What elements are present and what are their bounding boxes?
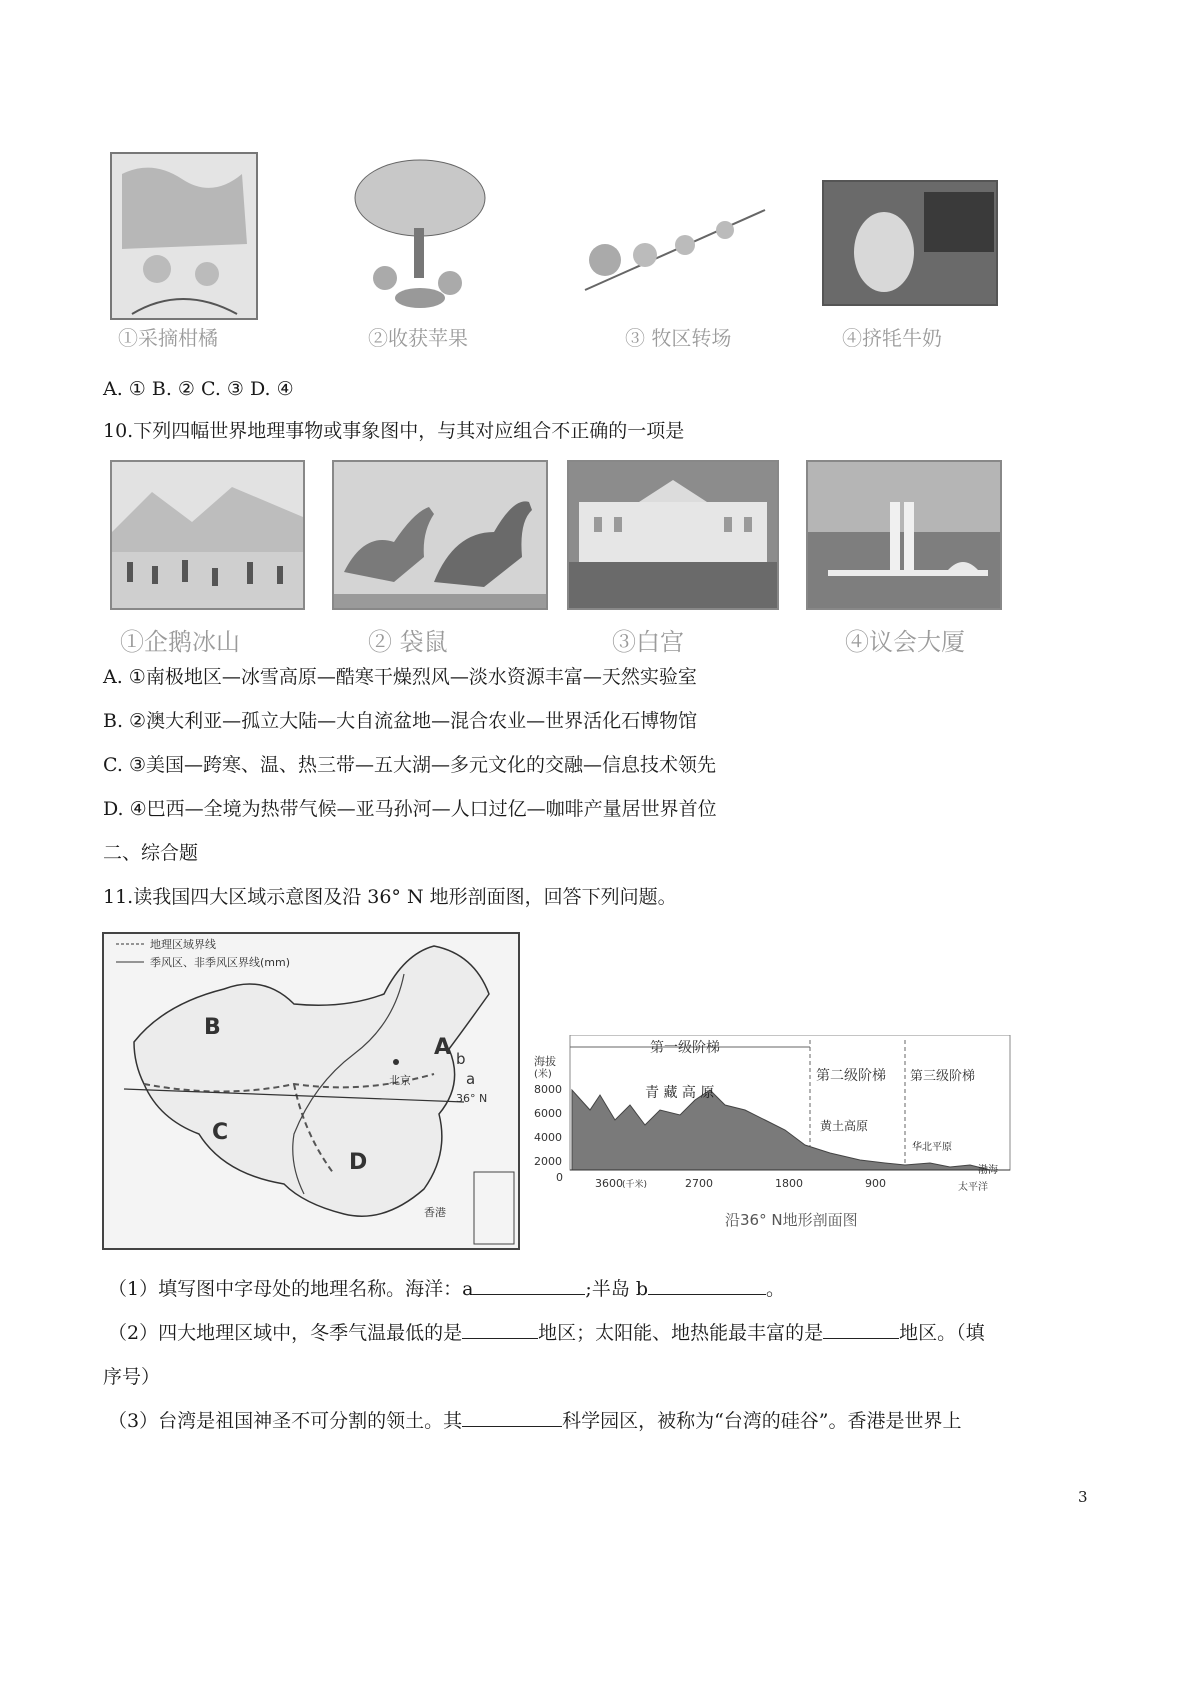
q11-sub2	[108, 1320, 985, 1346]
y-tick-4000: 4000	[534, 1131, 562, 1144]
penguin-iceberg-photo	[112, 462, 303, 608]
label-36n: 36° N	[456, 1092, 488, 1105]
loess-label: 黄土高原	[820, 1119, 869, 1133]
q10-image-4	[806, 460, 1002, 610]
terrain-profile	[530, 1035, 1015, 1235]
sea-label: 渤海	[978, 1165, 998, 1176]
q9-caption-4: ④挤牦牛奶	[842, 326, 942, 350]
q10-option-b: B. ②澳大利亚—孤立大陆—大自流盆地—混合农业—世界活化石博物馆	[103, 710, 698, 732]
q11-sub3-prefix: （3）台湾是祖国神圣不可分割的领土。其	[108, 1410, 463, 1432]
q10-option-d: D. ④巴西—全境为热带气候—亚马孙河—人口过亿—咖啡产量居世界首位	[103, 798, 717, 820]
beijing-marker	[393, 1059, 399, 1065]
answer-blank-coldest[interactable]	[462, 1320, 538, 1339]
q9-options: A. ① B. ② C. ③ D. ④	[103, 378, 294, 400]
q9-image-3	[575, 180, 775, 320]
step2-label: 第二级阶梯	[816, 1068, 886, 1084]
page-number: 3	[1078, 1488, 1088, 1506]
apple-harvest-illustration	[340, 148, 500, 318]
terrain-area	[572, 1090, 990, 1170]
section-heading: 二、综合题	[103, 842, 199, 864]
south-china-sea-inset	[474, 1172, 514, 1244]
answer-blank-solar[interactable]	[823, 1320, 899, 1339]
white-house-photo	[569, 462, 777, 608]
label-b: b	[456, 1050, 466, 1068]
kangaroo-photo	[334, 462, 546, 608]
map-canvas	[104, 934, 518, 1248]
q10-caption-3: ③白宫	[612, 628, 684, 656]
label-a: a	[466, 1070, 476, 1088]
q11-sub1-suffix: 。	[766, 1278, 786, 1300]
x-tick-3600: 3600	[595, 1177, 623, 1190]
label-C: C	[212, 1120, 229, 1145]
y-tick-0: 0	[556, 1171, 563, 1184]
q9-image-2	[340, 148, 500, 318]
q10-caption-2: ② 袋鼠	[368, 628, 448, 656]
q10-image-1	[110, 460, 305, 610]
y-tick-2000: 2000	[534, 1155, 562, 1168]
profile-canvas	[530, 1035, 1015, 1235]
step1-label: 第一级阶梯	[650, 1040, 720, 1056]
x-tick-2700: 2700	[685, 1177, 713, 1190]
legend-text-monsoon: 季风区、非季风区界线(mm)	[150, 956, 291, 969]
q11-sub2-prefix: （2）四大地理区域中，冬季气温最低的是	[108, 1322, 463, 1344]
q9-image-1	[110, 152, 258, 320]
y-tick-6000: 6000	[534, 1107, 562, 1120]
q11-sub1	[108, 1276, 785, 1302]
plain-label: 华北平原	[912, 1142, 952, 1153]
step3-label: 第三级阶梯	[910, 1069, 976, 1084]
label-D: D	[349, 1150, 368, 1175]
q10-caption-1: ①企鹅冰山	[120, 628, 240, 656]
label-hongkong: 香港	[424, 1206, 446, 1219]
q11-sub2-suffix: 地区。（填	[899, 1322, 985, 1344]
national-congress-photo	[808, 462, 1000, 608]
answer-blank-science-park[interactable]	[462, 1408, 562, 1427]
y-tick-8000: 8000	[534, 1083, 562, 1096]
y-axis-unit: (米)	[534, 1069, 552, 1080]
q11-sub3	[108, 1408, 962, 1434]
pacific-label: 太平洋	[958, 1182, 988, 1193]
china-outline	[134, 946, 489, 1216]
q9-image-4	[822, 180, 998, 306]
label-A: A	[434, 1035, 452, 1060]
yak-milking-photo	[824, 182, 996, 304]
q9-caption-1: ①采摘柑橘	[118, 326, 218, 350]
pasture-migration-illustration	[575, 180, 775, 320]
orange-picking-illustration	[112, 154, 256, 318]
q10-caption-4: ④议会大厦	[845, 628, 965, 656]
q11-sub1-mid: ;半岛 b	[585, 1278, 649, 1300]
q10-stem: 10.下列四幅世界地理事物或事象图中，与其对应组合不正确的一项是	[103, 420, 685, 442]
china-regions-map	[102, 932, 520, 1250]
q11-sub2-line2: 序号）	[103, 1366, 161, 1388]
q11-sub2-mid: 地区；太阳能、地热能最丰富的是	[538, 1322, 824, 1344]
x-tick-1800: 1800	[775, 1177, 803, 1190]
answer-blank-b[interactable]	[648, 1276, 766, 1295]
label-B: B	[204, 1015, 221, 1040]
profile-title: 沿36° N地形剖面图	[725, 1211, 858, 1229]
q10-image-3	[567, 460, 779, 610]
y-axis-label: 海拔	[534, 1055, 556, 1068]
q10-option-a: A. ①南极地区—冰雪高原—酷寒干燥烈风—淡水资源丰富—天然实验室	[103, 666, 697, 688]
q11-sub3-suffix: 科学园区，被称为“台湾的硅谷”。香港是世界上	[562, 1410, 962, 1432]
label-beijing: 北京	[389, 1074, 411, 1087]
x-tick-900: 900	[865, 1177, 886, 1190]
q10-image-2	[332, 460, 548, 610]
plateau-label: 青 藏 高 原	[645, 1085, 715, 1101]
q10-option-c: C. ③美国—跨寒、温、热三带—五大湖—多元文化的交融—信息技术领先	[103, 754, 716, 776]
q11-sub1-prefix: （1）填写图中字母处的地理名称。海洋：a	[108, 1278, 474, 1300]
x-axis-unit: (千米)	[622, 1180, 648, 1190]
answer-blank-a[interactable]	[473, 1276, 585, 1295]
q9-caption-2: ②收获苹果	[368, 326, 468, 350]
q11-stem: 11.读我国四大区域示意图及沿 36° N 地形剖面图，回答下列问题。	[103, 886, 677, 908]
legend-text-region: 地理区域界线	[150, 938, 216, 951]
q9-caption-3: ③ 牧区转场	[625, 326, 732, 350]
